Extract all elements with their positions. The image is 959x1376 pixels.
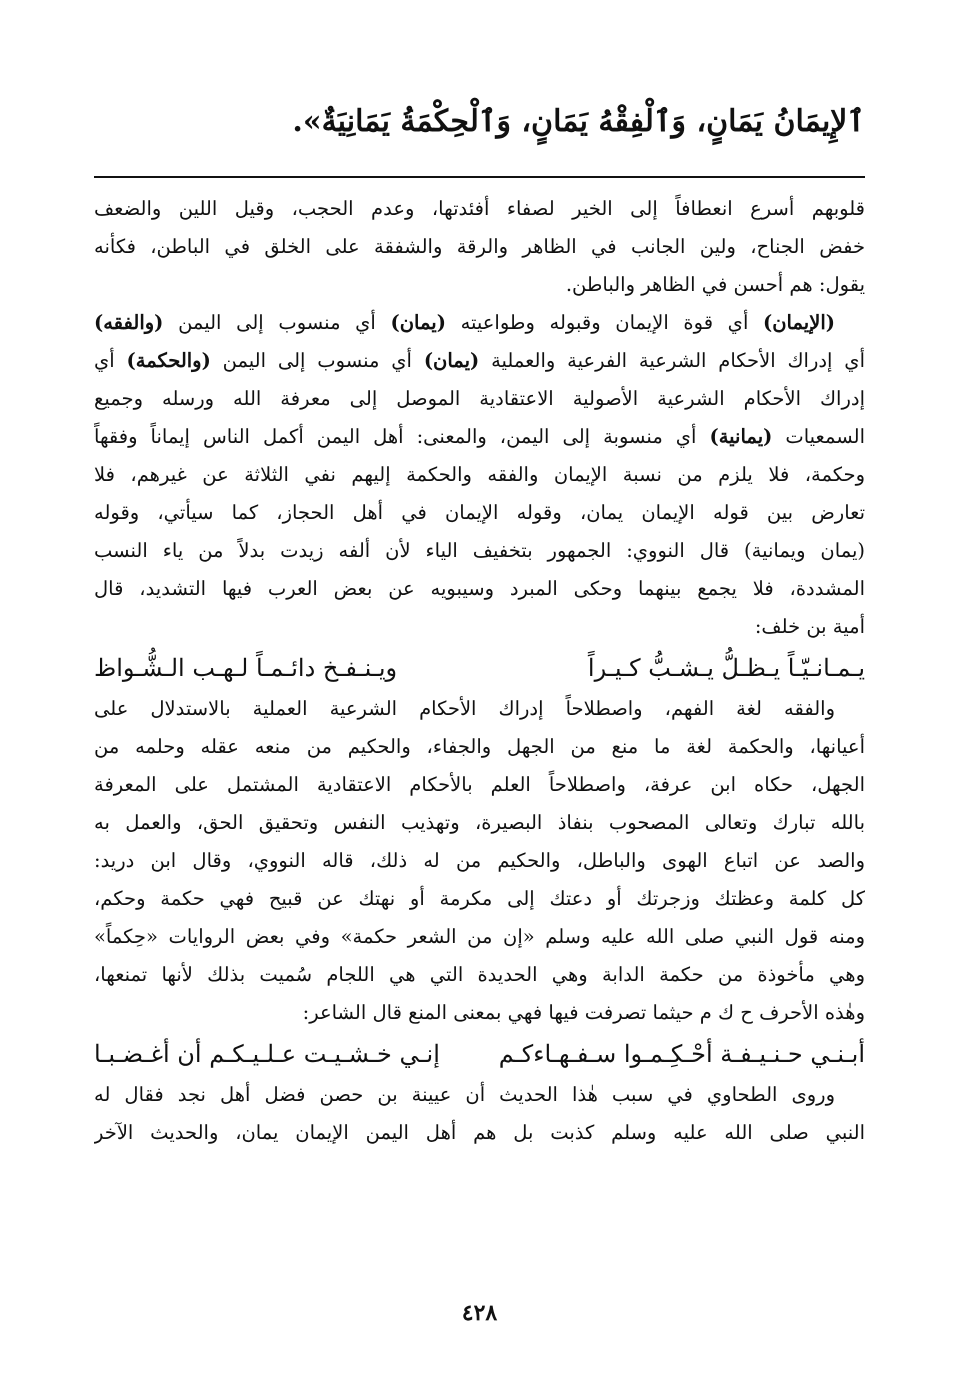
text-segment: أي إدراك الأحكام الشرعية الفرعية والعملية bbox=[479, 349, 865, 372]
poem-verse bbox=[94, 1032, 865, 1076]
keyword: (يمان) bbox=[423, 349, 480, 372]
text-line: بالله تبارك وتعالى المصحوب بنفاذ البصيرة، وتهذيب النفس وتحقيق الحق، والعمل به bbox=[94, 811, 865, 834]
text-line: إدراك الأحكام الشرعية الأصولية الاعتقادية الموصل إلى معرفة الله ورسله وجميع bbox=[94, 387, 865, 410]
verse-first-hemistich: يـمـانـيّـاً يـظـلُّ يـشـبُّ كـيـراً bbox=[587, 654, 865, 682]
text-line: أعيانها، والحكمة لغة ما منع من الجهل والجفاء، والحكيم من منعه عقله وحلمه من bbox=[94, 735, 865, 758]
text-segment: السمعيات bbox=[772, 425, 865, 448]
text-line: ومنه قول النبي صلى الله عليه وسلم «إن من الشعر حكمة» وفي بعض الروايات «حِكماً» bbox=[94, 925, 865, 948]
text-segment: أي منسوبة إلى اليمن، والمعنى: أهل اليمن أكمل الناس إيماناً وفقهاً bbox=[94, 425, 710, 448]
page-number: ٤٢٨ bbox=[461, 1300, 498, 1326]
text-line bbox=[94, 342, 865, 380]
hadith-text: ٱلإِيمَانُ يَمَانٍ، وَٱلْفِقْهُ يَمَانٍ، وَٱلْحِكْمَةُ يَمَانِيَةٌ». bbox=[292, 104, 865, 139]
keyword: (يمانية) bbox=[709, 425, 773, 448]
text-line: الجهل، حكاه ابن عرفة، واصطلاحاً العلم بالأحكام الاعتقادية المشتمل على المعرفة bbox=[94, 773, 865, 796]
keyword: (والفقه) bbox=[94, 311, 164, 334]
text-line bbox=[94, 304, 865, 342]
commentary-body bbox=[94, 190, 865, 1152]
text-line: وروى الطحاوي في سبب هٰذا الحديث أن عيينة بن حصن فضل أهل نجد فقال له bbox=[94, 1083, 835, 1106]
text-segment: أي منسوب إلى اليمن bbox=[163, 311, 391, 334]
text-line: وهي مأخوذة من حكمة الدابة وهي الحديدة التي هي اللجام سُميت بذلك لأنها تمنعها، bbox=[94, 963, 865, 986]
verse-first-hemistich: أبـنـي حـنـيـفـة أحْـكِـمـوا سـفـهـاءكـم bbox=[498, 1040, 865, 1068]
text-line: النبي صلى الله عليه وسلم كذبت بل هم أهل اليمن الإيمان يمان، والحديث الآخر bbox=[94, 1121, 865, 1144]
text-line: (يمان ويمانية) قال النووي: الجمهور بتخفيف الياء لأن ألفه زيدت بدلاً من ياء النسب bbox=[94, 539, 865, 562]
text-line: يقول: هم أحسن في الظاهر والباطن. bbox=[565, 273, 865, 296]
keyword: (يمان) bbox=[390, 311, 446, 334]
text-line: والفقه لغة الفهم، واصطلاحاً إدراك الأحكام الشرعية العملية بالاستدلال على bbox=[94, 697, 835, 720]
text-line bbox=[94, 418, 865, 456]
text-line: والصد عن اتباع الهوى والباطل، والحكيم من له ذلك، قاله النووي، وقال ابن دريد: bbox=[94, 849, 865, 872]
text-segment: أي bbox=[94, 349, 127, 372]
text-segment: أي منسوب إلى اليمن bbox=[210, 349, 424, 372]
text-line: وحكمة، فلا يلزم من نسبة الإيمان والفقه والحكمة إليهم نفي الثلاثة عن غيرهم، فلا bbox=[94, 463, 865, 486]
text-segment: أي قوة الإيمان وقبوله وطواعيته bbox=[445, 311, 764, 334]
text-line: أمية بن خلف: bbox=[754, 615, 865, 638]
text-line: قلوبهم أسرع انعطافاً إلى الخير لصفاء أفئدتها، وعدم الحجب، وقيل اللين والضعف bbox=[94, 197, 865, 220]
text-line: خفض الجناح، ولين الجانب في الظاهر والرقة والشفقة على الخلق في الباطن، فكأنه bbox=[94, 235, 865, 258]
keyword: (والحكمة) bbox=[126, 349, 211, 372]
keyword: (الإيمان) bbox=[763, 311, 835, 334]
text-line: كل كلمة وعظتك وزجرتك أو دعتك إلى مكرمة أو نهتك عن قبيح فهي حكمة وحكم، bbox=[94, 887, 865, 910]
text-line: تعارض بين قوله الإيمان يمان، وقوله الإيمان في أهل الحجاز، كما سيأتي، وقوله bbox=[94, 501, 865, 524]
verse-second-hemistich: ويـنـفـخ دائـمـاً لـهـب الـشُّـواظ bbox=[94, 654, 398, 682]
text-line: المشددة، فلا يجمع بينهما وحكى المبرد وسيبويه عن بعض العرب فيها التشديد، قال bbox=[94, 577, 865, 600]
footnote-divider bbox=[94, 176, 865, 178]
poem-verse bbox=[94, 646, 865, 690]
verse-second-hemistich: إنـي خـشـيـت عـلـيـكـم أن أغـضـبـا bbox=[94, 1040, 440, 1068]
text-line: وهٰذه الأحرف ح ك م حيثما تصرفت فيها فهي بمعنى المنع قال الشاعر: bbox=[302, 1001, 865, 1024]
